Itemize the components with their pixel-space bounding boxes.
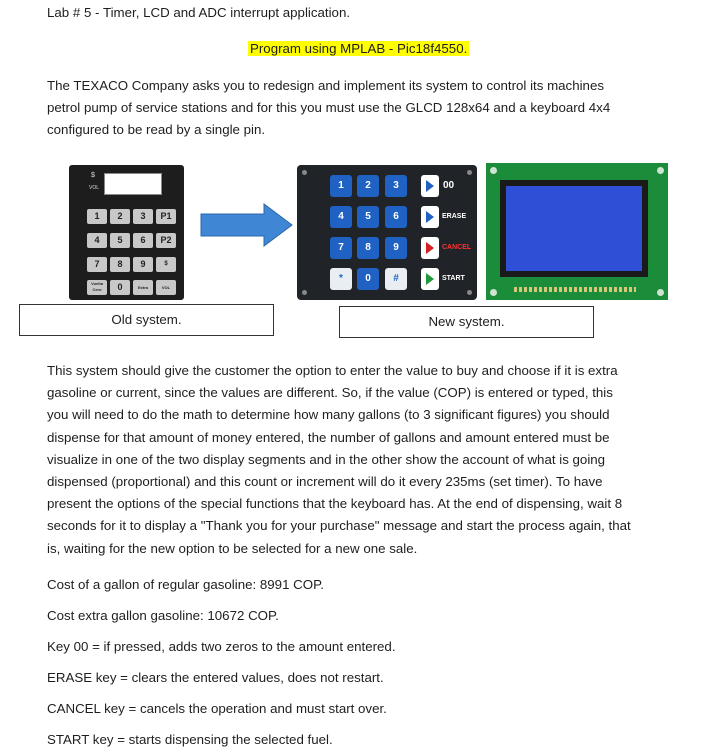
body-line: seconds for it to display a "Thank you for your purchase" message and start the process again, that bbox=[47, 518, 631, 534]
old-key: $ bbox=[156, 257, 176, 272]
screw bbox=[302, 290, 307, 295]
spec-erase-key: ERASE key = clears the entered values, does not restart. bbox=[47, 670, 384, 685]
old-key: Vuelta Cero bbox=[87, 280, 107, 295]
old-keypad-vol-label: VOL bbox=[89, 185, 100, 191]
old-key: 9 bbox=[133, 257, 153, 272]
program-title-highlight: Program using MPLAB - Pic18f4550. bbox=[250, 41, 468, 56]
new-keypad-image bbox=[297, 165, 477, 300]
new-key-label: ERASE bbox=[442, 213, 467, 220]
new-key: 8 bbox=[357, 237, 379, 259]
old-key: 1 bbox=[87, 209, 107, 224]
old-key: 6 bbox=[133, 233, 153, 248]
old-key: 0 bbox=[110, 280, 130, 295]
screw bbox=[302, 170, 307, 175]
body-line: is, waiting for the new option to be selected for a new one sale. bbox=[47, 540, 418, 556]
glcd-image bbox=[486, 163, 668, 300]
nav-key bbox=[421, 175, 439, 197]
glcd-frame bbox=[500, 180, 648, 277]
old-key: 2 bbox=[110, 209, 130, 224]
glcd-pin-header bbox=[514, 287, 636, 292]
new-key: 2 bbox=[357, 175, 379, 197]
body-line: you will need to do the math to determine how many gallons (to 3 significant figures) you should bbox=[47, 407, 610, 423]
new-key: * bbox=[330, 268, 352, 290]
new-key: 5 bbox=[357, 206, 379, 228]
mount-hole bbox=[490, 167, 497, 174]
old-key: VOL bbox=[156, 280, 176, 295]
mount-hole bbox=[657, 167, 664, 174]
old-key: P1 bbox=[156, 209, 176, 224]
chevron-right-icon bbox=[421, 237, 439, 259]
intro-paragraph bbox=[47, 75, 687, 142]
old-key: 8 bbox=[110, 257, 130, 272]
old-key: Extra bbox=[133, 280, 153, 295]
lab-title: Lab # 5 - Timer, LCD and ADC interrupt application. bbox=[47, 5, 351, 20]
body-line: present the options of the special functions that the keyboard has. At the end of dispensing, wait 8 bbox=[47, 496, 623, 512]
new-key: 7 bbox=[330, 237, 352, 259]
spec-cancel-key: CANCEL key = cancels the operation and must start over. bbox=[47, 701, 387, 716]
new-system-caption: New system. bbox=[339, 306, 594, 338]
new-key: 1 bbox=[330, 175, 352, 197]
old-keypad-image bbox=[69, 165, 184, 300]
spec-start-key: START key = starts dispensing the selected fuel. bbox=[47, 732, 333, 747]
chevron-right-icon bbox=[421, 268, 439, 290]
new-key: 0 bbox=[357, 268, 379, 290]
old-key: 4 bbox=[87, 233, 107, 248]
new-key: 4 bbox=[330, 206, 352, 228]
new-key-label: CANCEL bbox=[442, 244, 472, 251]
chevron-right-icon bbox=[421, 206, 439, 228]
mount-hole bbox=[657, 289, 664, 296]
body-paragraph bbox=[47, 360, 687, 560]
intro-line: configured to be read by a single pin. bbox=[47, 122, 266, 138]
intro-line: petrol pump of service stations and for this you must use the GLCD 128x64 and a keyboard 4x4 bbox=[47, 100, 611, 116]
old-key: 5 bbox=[110, 233, 130, 248]
new-key-label: 00 bbox=[443, 180, 455, 191]
glcd-screen bbox=[506, 186, 642, 271]
body-line: This system should give the customer the option to enter the value to buy and choose if it is extra bbox=[47, 363, 618, 378]
intro-line: The TEXACO Company asks you to redesign and implement its system to control its machines bbox=[47, 78, 604, 93]
program-title bbox=[248, 38, 469, 60]
body-line: visualize in one of the two display segments and in the other show the account of what is going bbox=[47, 451, 606, 467]
nav-key bbox=[421, 268, 439, 290]
screw bbox=[467, 170, 472, 175]
body-line: gasoline or current, since the values are different. So, if the value (COP) is entered or typed, this bbox=[47, 385, 613, 401]
new-key: # bbox=[385, 268, 407, 290]
spec-extra-cost: Cost extra gallon gasoline: 10672 COP. bbox=[47, 608, 279, 623]
old-key: P2 bbox=[156, 233, 176, 248]
nav-key bbox=[421, 237, 439, 259]
new-key-label: START bbox=[442, 275, 465, 282]
old-system-caption: Old system. bbox=[19, 304, 274, 336]
new-key: 9 bbox=[385, 237, 407, 259]
spec-regular-cost: Cost of a gallon of regular gasoline: 8991 COP. bbox=[47, 577, 324, 592]
spec-key-00: Key 00 = if pressed, adds two zeros to the amount entered. bbox=[47, 639, 396, 654]
screw bbox=[467, 290, 472, 295]
old-key: 3 bbox=[133, 209, 153, 224]
right-arrow-icon bbox=[200, 203, 294, 247]
old-keypad-currency-label: $ bbox=[91, 172, 95, 179]
old-keypad-screen bbox=[104, 173, 162, 195]
nav-key bbox=[421, 206, 439, 228]
new-key: 6 bbox=[385, 206, 407, 228]
old-key: 7 bbox=[87, 257, 107, 272]
new-key: 3 bbox=[385, 175, 407, 197]
body-line: dispensed (proportional) and this count or increment will do it every 235ms (set timer). To have bbox=[47, 474, 603, 490]
chevron-right-icon bbox=[421, 175, 439, 197]
body-line: dispense for that amount of money entered, the number of gallons and amount entered must be bbox=[47, 429, 610, 445]
mount-hole bbox=[490, 289, 497, 296]
